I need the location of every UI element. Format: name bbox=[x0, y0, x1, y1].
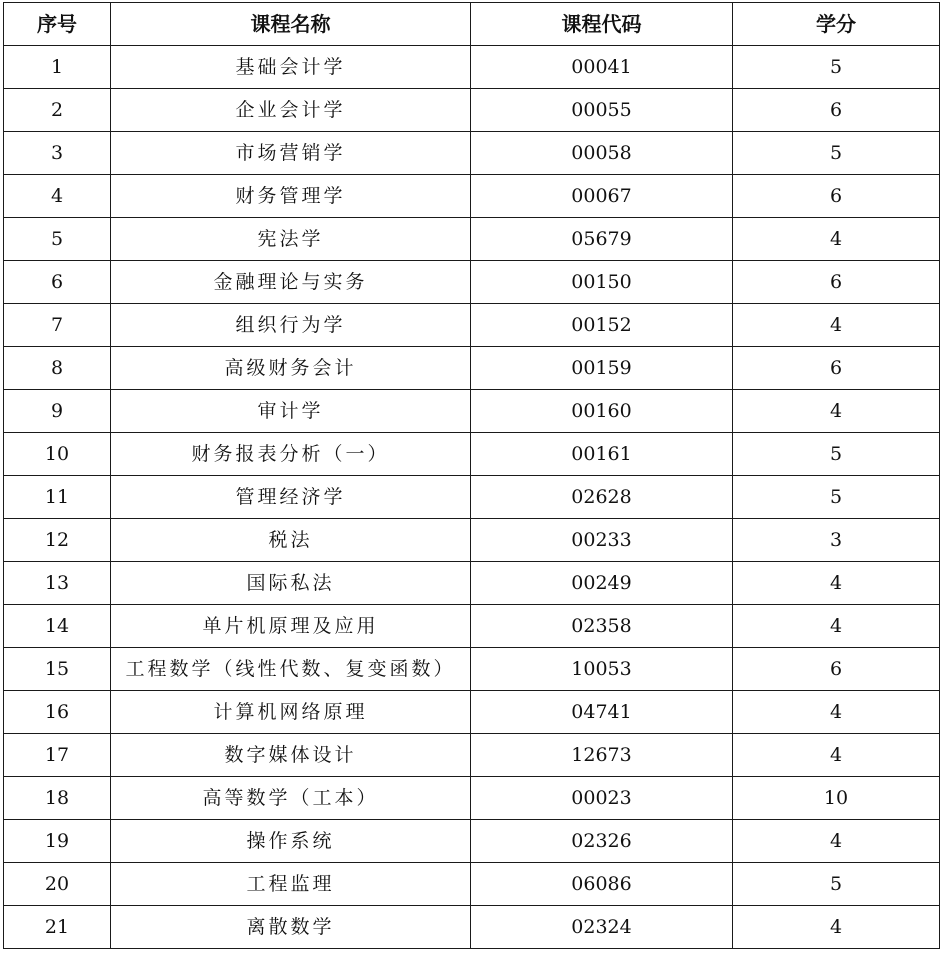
course-name: 离散数学 bbox=[111, 906, 471, 949]
table-row bbox=[4, 519, 940, 562]
course-code: 00067 bbox=[471, 175, 733, 218]
course-name: 审计学 bbox=[111, 390, 471, 433]
course-name: 单片机原理及应用 bbox=[111, 605, 471, 648]
course-table bbox=[3, 2, 940, 949]
course-name: 组织行为学 bbox=[111, 304, 471, 347]
course-name: 宪法学 bbox=[111, 218, 471, 261]
course-code: 10053 bbox=[471, 648, 733, 691]
header-index: 序号 bbox=[4, 3, 111, 46]
table-header bbox=[4, 3, 940, 46]
table-row bbox=[4, 476, 940, 519]
course-name: 数字媒体设计 bbox=[111, 734, 471, 777]
table-row bbox=[4, 648, 940, 691]
course-credits: 4 bbox=[733, 304, 940, 347]
course-name: 高级财务会计 bbox=[111, 347, 471, 390]
course-name: 工程监理 bbox=[111, 863, 471, 906]
row-index: 14 bbox=[4, 605, 111, 648]
course-code: 04741 bbox=[471, 691, 733, 734]
row-index: 9 bbox=[4, 390, 111, 433]
course-credits: 6 bbox=[733, 175, 940, 218]
row-index: 2 bbox=[4, 89, 111, 132]
course-name: 国际私法 bbox=[111, 562, 471, 605]
table-row bbox=[4, 132, 940, 175]
course-code: 02358 bbox=[471, 605, 733, 648]
row-index: 6 bbox=[4, 261, 111, 304]
course-name: 市场营销学 bbox=[111, 132, 471, 175]
course-code: 00160 bbox=[471, 390, 733, 433]
row-index: 13 bbox=[4, 562, 111, 605]
course-credits: 4 bbox=[733, 218, 940, 261]
row-index: 5 bbox=[4, 218, 111, 261]
header-course-name: 课程名称 bbox=[111, 3, 471, 46]
header-row bbox=[4, 3, 940, 46]
course-credits: 6 bbox=[733, 261, 940, 304]
course-credits: 6 bbox=[733, 89, 940, 132]
row-index: 17 bbox=[4, 734, 111, 777]
course-credits: 5 bbox=[733, 433, 940, 476]
table-body bbox=[4, 46, 940, 949]
course-code: 02326 bbox=[471, 820, 733, 863]
course-credits: 5 bbox=[733, 863, 940, 906]
row-index: 21 bbox=[4, 906, 111, 949]
table-row bbox=[4, 304, 940, 347]
course-code: 00041 bbox=[471, 46, 733, 89]
row-index: 1 bbox=[4, 46, 111, 89]
course-code: 00150 bbox=[471, 261, 733, 304]
course-credits: 6 bbox=[733, 648, 940, 691]
header-course-code: 课程代码 bbox=[471, 3, 733, 46]
row-index: 4 bbox=[4, 175, 111, 218]
table-row bbox=[4, 89, 940, 132]
course-code: 06086 bbox=[471, 863, 733, 906]
row-index: 18 bbox=[4, 777, 111, 820]
course-code: 00055 bbox=[471, 89, 733, 132]
course-credits: 5 bbox=[733, 476, 940, 519]
row-index: 3 bbox=[4, 132, 111, 175]
row-index: 10 bbox=[4, 433, 111, 476]
table-row bbox=[4, 863, 940, 906]
row-index: 15 bbox=[4, 648, 111, 691]
row-index: 11 bbox=[4, 476, 111, 519]
course-code: 00159 bbox=[471, 347, 733, 390]
course-credits: 4 bbox=[733, 562, 940, 605]
course-credits: 4 bbox=[733, 906, 940, 949]
course-credits: 3 bbox=[733, 519, 940, 562]
course-code: 00152 bbox=[471, 304, 733, 347]
table-row bbox=[4, 605, 940, 648]
course-credits: 10 bbox=[733, 777, 940, 820]
course-code: 00161 bbox=[471, 433, 733, 476]
course-code: 12673 bbox=[471, 734, 733, 777]
course-code: 00233 bbox=[471, 519, 733, 562]
course-name: 管理经济学 bbox=[111, 476, 471, 519]
course-credits: 6 bbox=[733, 347, 940, 390]
table-row bbox=[4, 390, 940, 433]
course-name: 企业会计学 bbox=[111, 89, 471, 132]
row-index: 20 bbox=[4, 863, 111, 906]
course-credits: 4 bbox=[733, 691, 940, 734]
table-row bbox=[4, 175, 940, 218]
course-name: 工程数学（线性代数、复变函数） bbox=[111, 648, 471, 691]
table-row bbox=[4, 820, 940, 863]
course-credits: 4 bbox=[733, 390, 940, 433]
header-credits: 学分 bbox=[733, 3, 940, 46]
course-name: 金融理论与实务 bbox=[111, 261, 471, 304]
table-row bbox=[4, 433, 940, 476]
table-row bbox=[4, 562, 940, 605]
course-name: 操作系统 bbox=[111, 820, 471, 863]
course-code: 00023 bbox=[471, 777, 733, 820]
table-row bbox=[4, 691, 940, 734]
course-credits: 4 bbox=[733, 820, 940, 863]
row-index: 16 bbox=[4, 691, 111, 734]
course-credits: 4 bbox=[733, 605, 940, 648]
row-index: 8 bbox=[4, 347, 111, 390]
row-index: 12 bbox=[4, 519, 111, 562]
course-credits: 5 bbox=[733, 132, 940, 175]
table-row bbox=[4, 777, 940, 820]
course-code: 00249 bbox=[471, 562, 733, 605]
row-index: 19 bbox=[4, 820, 111, 863]
course-code: 05679 bbox=[471, 218, 733, 261]
course-name: 基础会计学 bbox=[111, 46, 471, 89]
table-row bbox=[4, 46, 940, 89]
row-index: 7 bbox=[4, 304, 111, 347]
course-code: 00058 bbox=[471, 132, 733, 175]
course-credits: 4 bbox=[733, 734, 940, 777]
table-row bbox=[4, 261, 940, 304]
course-credits: 5 bbox=[733, 46, 940, 89]
course-name: 税法 bbox=[111, 519, 471, 562]
course-name: 高等数学（工本） bbox=[111, 777, 471, 820]
course-name: 财务管理学 bbox=[111, 175, 471, 218]
table-row bbox=[4, 906, 940, 949]
table-row bbox=[4, 218, 940, 261]
course-code: 02628 bbox=[471, 476, 733, 519]
table-row bbox=[4, 734, 940, 777]
course-name: 财务报表分析（一） bbox=[111, 433, 471, 476]
course-name: 计算机网络原理 bbox=[111, 691, 471, 734]
table-row bbox=[4, 347, 940, 390]
course-code: 02324 bbox=[471, 906, 733, 949]
